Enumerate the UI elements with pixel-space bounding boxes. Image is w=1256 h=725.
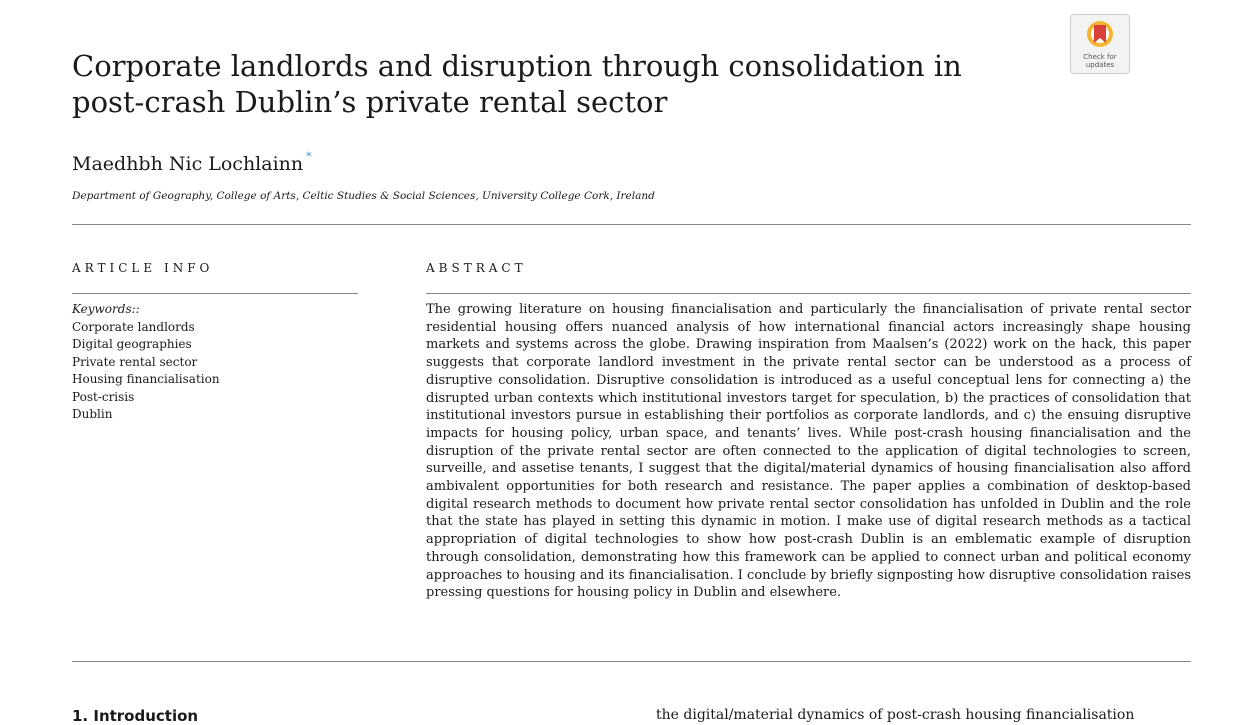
top-divider [72,224,1191,225]
introduction-heading: 1. Introduction [72,707,199,725]
keyword-item: Digital geographies [72,337,192,351]
article-info-heading: ARTICLE INFO [72,261,214,275]
author-line [72,144,312,177]
keywords-block [72,301,352,424]
article-title: Corporate landlords and disruption through consolidation in post-crash Dublin’s private rental sector [72,49,962,119]
author-marker-link[interactable]: * [306,150,312,163]
keyword-item: Private rental sector [72,354,198,369]
check-for-updates-badge[interactable] [1070,14,1130,74]
keyword-item: Dublin [72,407,113,421]
introduction-right-column-fragment: the digital/material dynamics of post-crash housing financialisation [656,707,1135,723]
bottom-divider [72,661,1191,662]
abstract-heading: ABSTRACT [426,261,527,275]
abstract-text: The growing literature on housing financialisation and particularly the financialisation of private rental sector residential housing offers nuanced analysis of how international financial actors increasingly shape housing markets and systems across the globe. Drawing inspiration from Maalsen’s (2022) work on the hack, this paper suggests that corporate landlord investment in the private rental sector can be understood as a process of disruptive consolidation. Disruptive consolidation is introduced as a useful conceptual lens for connecting a) the disrupted urban contexts which institutional investors target for speculation, b) the practices of consolidation that institutional investors pursue in establishing their portfolios as corporate landlords, and c) the ensuing disruptive impacts for housing policy, urban space, and tenants’ lives. While post-crash housing financialisation and the disruption of the private rental sector are often connected to the application of digital technologies to screen, surveille, and assetise tenants, I suggest that the digital/material dynamics of housing financialisation also afford ambivalent opportunities for both research and resistance. The paper applies a combination of desktop-based digital research methods to document how private rental sector consolidation has unfolded in Dublin and the role that the state has played in setting this dynamic in motion. I make use of digital research methods as a tactical appropriation of digital technologies to show how post-crash Dublin is an emblematic example of disruption through consolidation, demonstrating how this framework can be applied to connect urban and political economy approaches to housing and its financialisation. I conclude by briefly signposting how disruptive consolidation raises pressing questions for housing policy in Dublin and elsewhere. [426,302,1191,601]
keyword-item: Post-crisis [72,389,135,404]
author-affiliation: Department of Geography, College of Arts, Celtic Studies & Social Sciences, University College Cork, Ireland [72,190,655,202]
author-name: Maedhbh Nic Lochlainn [72,153,304,175]
article-info-divider [72,293,358,294]
check-for-updates-icon [1085,19,1115,51]
keywords-label: Keywords:: [72,302,140,316]
badge-line-2: updates [1085,61,1115,69]
abstract-divider [426,293,1191,294]
badge-text [1071,53,1129,69]
keyword-item: Corporate landlords [72,319,195,334]
badge-line-1: Check for [1083,53,1117,61]
keyword-item: Housing financialisation [72,372,220,386]
